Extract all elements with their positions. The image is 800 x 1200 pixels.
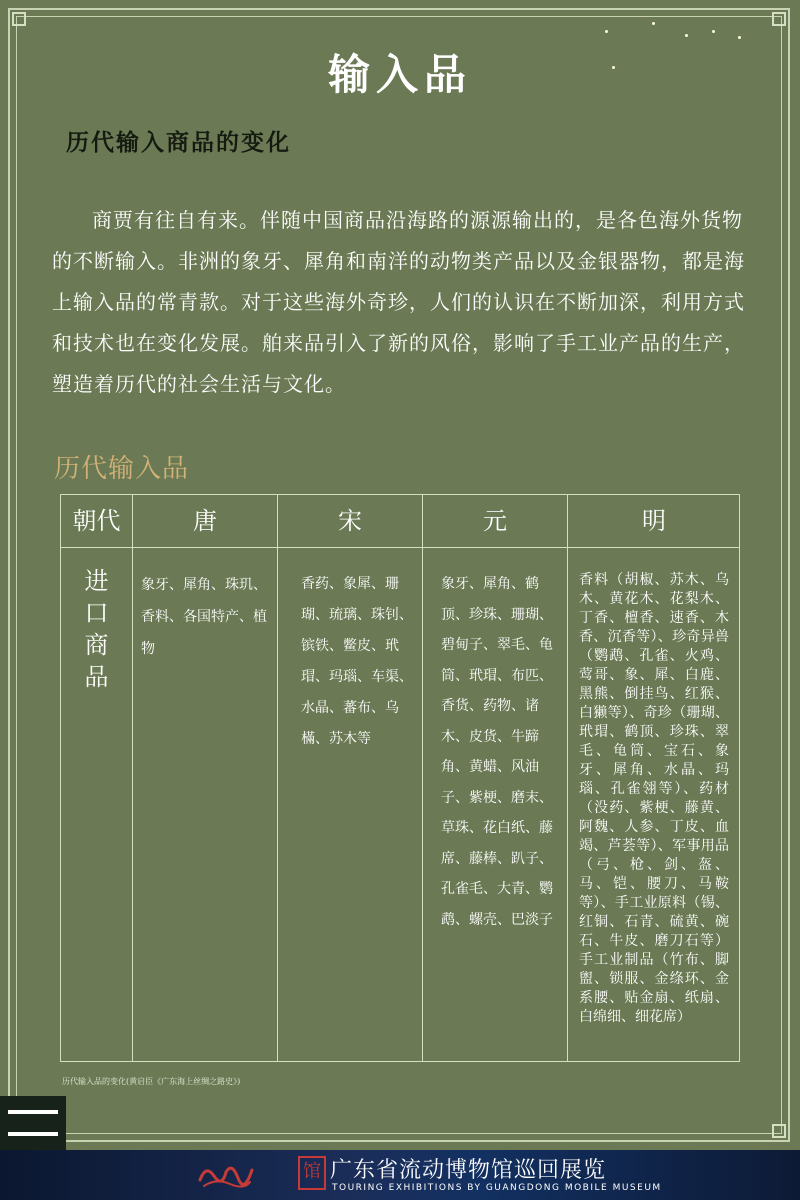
corner-ornament-icon: [772, 12, 786, 26]
column-header-dynasty: 朝代: [72, 507, 121, 535]
chapter-bar: [8, 1110, 58, 1114]
column-header-song: 宋: [338, 507, 362, 535]
museum-name-en: TOURING EXHIBITIONS BY GUANGDONG MOBILE MUSEUM: [332, 1183, 662, 1193]
table-cell-song: 香药、象犀、珊瑚、琉璃、珠钊、镔铁、鳖皮、玳瑁、玛瑙、车渠、水晶、蕃布、乌樠、苏木等: [301, 576, 413, 747]
table-divider: [422, 495, 423, 1061]
page-title: 输入品: [327, 50, 472, 99]
sparkle-icon: [712, 30, 715, 33]
table-divider: [132, 495, 133, 1061]
table-divider: [567, 495, 568, 1061]
table-caption: 历代输入品的变化(黄启臣《广东海上丝绸之路史》): [62, 1077, 241, 1086]
table-heading: 历代输入品: [54, 454, 190, 484]
chapter-marker: [0, 1096, 66, 1150]
corner-ornament-icon: [772, 1124, 786, 1138]
row-header-label: 进 口 商 品: [84, 567, 109, 691]
table-cell-tang: 象牙、犀角、珠玑、香料、各国特产、植物: [141, 577, 267, 657]
intro-paragraph: [52, 200, 752, 405]
calligraphy-logo-icon: [196, 1158, 256, 1190]
table-cell-yuan: 象牙、犀角、鹤顶、珍珠、珊瑚、碧甸子、翠毛、龟筒、玳瑁、布匹、香货、药物、诸木、皮货、牛蹄角、黄蜡、风油子、紫梗、磨末、草珠、花白纸、藤席、藤棒、趴子、孔雀毛、大青、鹦鹉、螺壳、巴淡子: [441, 576, 553, 928]
intro-text: 商贾有往自有来。伴随中国商品沿海路的源源输出的，是各色海外货物的不断输入。非洲的象牙、犀角和南洋的动物类产品以及金银器物，都是海上输入品的常青款。对于这些海外奇珍，人们的认识在不断加深，利用方式和技术也在变化发展。舶来品引入了新的风俗，影响了手工业产品的生产，塑造着历代的社会生活与文化。: [52, 208, 745, 396]
chapter-bar: [8, 1132, 58, 1136]
table-divider: [61, 547, 739, 548]
corner-ornament-icon: [12, 12, 26, 26]
column-header-tang: 唐: [193, 507, 217, 535]
sparkle-icon: [685, 34, 688, 37]
sparkle-icon: [652, 22, 655, 25]
column-header-yuan: 元: [483, 507, 507, 535]
table-divider: [277, 495, 278, 1061]
sparkle-icon: [605, 30, 608, 33]
section-subtitle: 历代输入商品的变化: [66, 129, 291, 156]
table-cell-ming: 香料（胡椒、苏木、乌木、黄花木、花梨木、丁香、檀香、速香、木香、沉香等）、珍奇异兽（鹦鹉、孔雀、火鸡、莺哥、象、犀、白鹿、黑熊、倒挂鸟、红猴、白獭等）、奇珍（珊瑚、玳瑁、鹤顶、珍珠、翠毛、龟筒、宝石、象牙、犀角、水晶、玛瑙、孔雀翎等）、药材（没药、紫梗、藤黄、阿魏、人参、丁皮、血竭、芦荟等）、军事用品（弓、枪、剑、盔、马、铠、腰刀、马鞍等）、手工业原料（锡、红铜、石青、硫黄、碗石、牛皮、磨刀石等）手工业制品（竹布、脚盥、锁服、金绦环、金系腰、贴金扇、纸扇、白绵细、细花席）: [579, 572, 729, 1025]
sparkle-icon: [738, 36, 741, 39]
imports-table: [60, 494, 740, 1062]
row-header-imports: [61, 565, 132, 693]
column-header-ming: 明: [642, 507, 666, 535]
museum-seal-icon: 馆: [298, 1156, 326, 1190]
museum-name-cn: 广东省流动博物馆巡回展览: [330, 1158, 607, 1183]
